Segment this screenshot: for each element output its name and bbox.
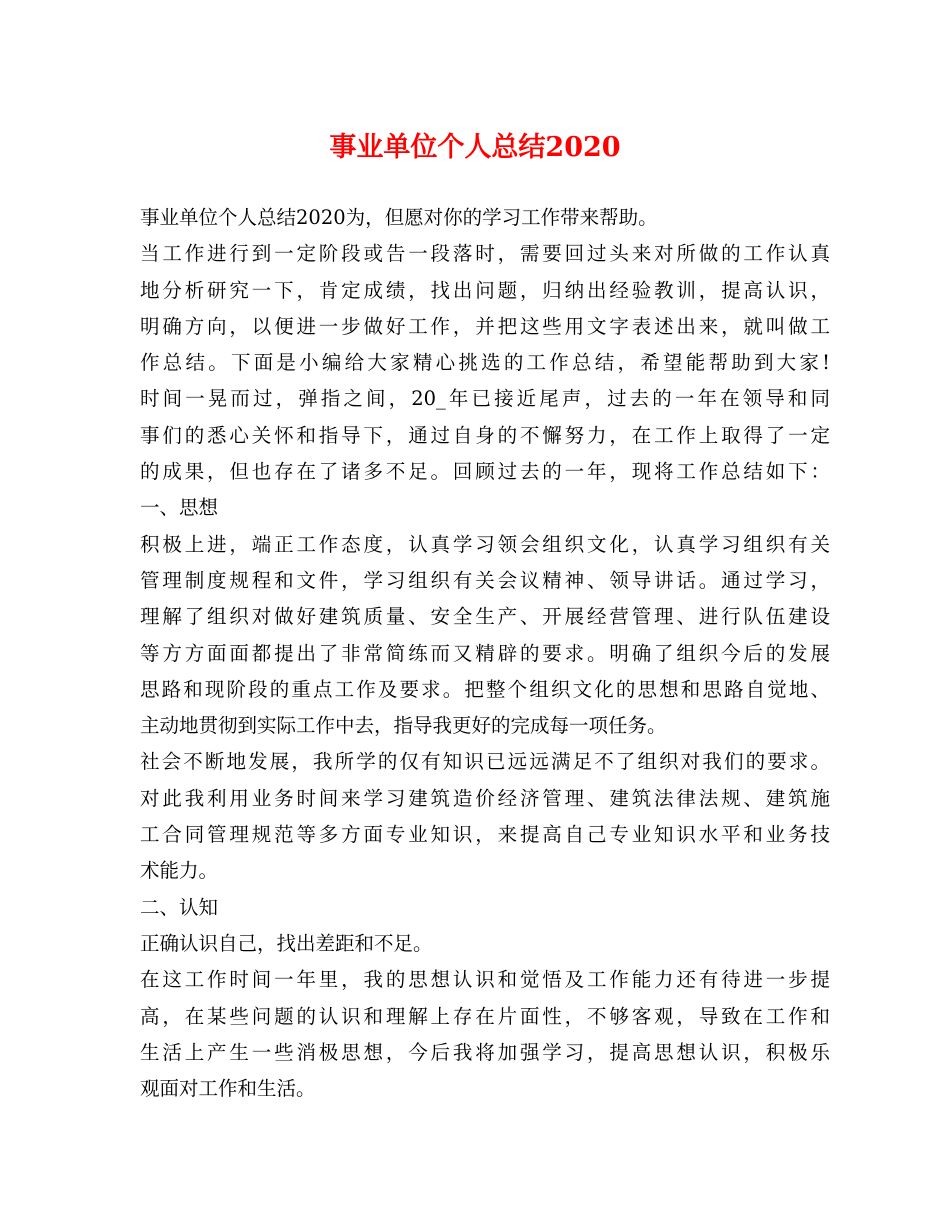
document-line: 二、认知: [140, 895, 219, 919]
document-line: 等方方面面都提出了非常简练而又精辟的要求。明确了组织今后的发展: [140, 641, 830, 665]
document-line: 生活上产生一些消极思想，今后我将加强学习，提高思想认识，积极乐: [140, 1040, 830, 1064]
document-line: 思路和现阶段的重点工作及要求。把整个组织文化的思想和思路自觉地、: [140, 677, 830, 701]
document-line: 高，在某些问题的认识和理解上存在片面性，不够客观，导致在工作和: [140, 1004, 830, 1028]
document-line: 一、思想: [140, 496, 219, 520]
document-line: 地分析研究一下，肯定成绩，找出问题，归纳出经验教训，提高认识，: [140, 278, 830, 302]
document-line: 明确方向，以便进一步做好工作，并把这些用文字表述出来，就叫做工: [140, 314, 830, 338]
document-line: 正确认识自己，找出差距和不足。: [140, 931, 433, 955]
document-line: 的成果，但也存在了诸多不足。回顾过去的一年，现将工作总结如下：: [140, 460, 830, 484]
document-line: 观面对工作和生活。: [140, 1077, 316, 1101]
document-line: 当工作进行到一定阶段或告一段落时，需要回过头来对所做的工作认真: [140, 242, 830, 266]
document-line: 对此我利用业务时间来学习建筑造价经济管理、建筑法律法规、建筑施: [140, 786, 830, 810]
document-line: 在这工作时间一年里，我的思想认识和觉悟及工作能力还有待进一步提: [140, 968, 830, 992]
document-line: 理解了组织对做好建筑质量、安全生产、开展经营管理、进行队伍建设: [140, 605, 830, 629]
document-line: 事们的悉心关怀和指导下，通过自身的不懈努力，在工作上取得了一定: [140, 423, 830, 447]
document-title: 事业单位个人总结2020: [329, 132, 621, 163]
document-line: 社会不断地发展，我所学的仅有知识已远远满足不了组织对我们的要求。: [140, 750, 830, 774]
document-line: 管理制度规程和文件，学习组织有关会议精神、领导讲话。通过学习，: [140, 568, 830, 592]
document-line: 术能力。: [140, 859, 219, 883]
document-line: 作总结。下面是小编给大家精心挑选的工作总结，希望能帮助到大家!: [140, 351, 830, 375]
document-line: 时间一晃而过，弹指之间，20_年已接近尾声，过去的一年在领导和同: [140, 387, 830, 411]
document-line: 事业单位个人总结2020为，但愿对你的学习工作带来帮助。: [140, 206, 658, 229]
document-line: 积极上进，端正工作态度，认真学习领会组织文化，认真学习组织有关: [140, 532, 830, 556]
document-line: 工合同管理规范等多方面专业知识，来提高自己专业知识水平和业务技: [140, 823, 830, 847]
document-body: [140, 200, 830, 1107]
document-line: 主动地贯彻到实际工作中去，指导我更好的完成每一项任务。: [140, 714, 667, 738]
